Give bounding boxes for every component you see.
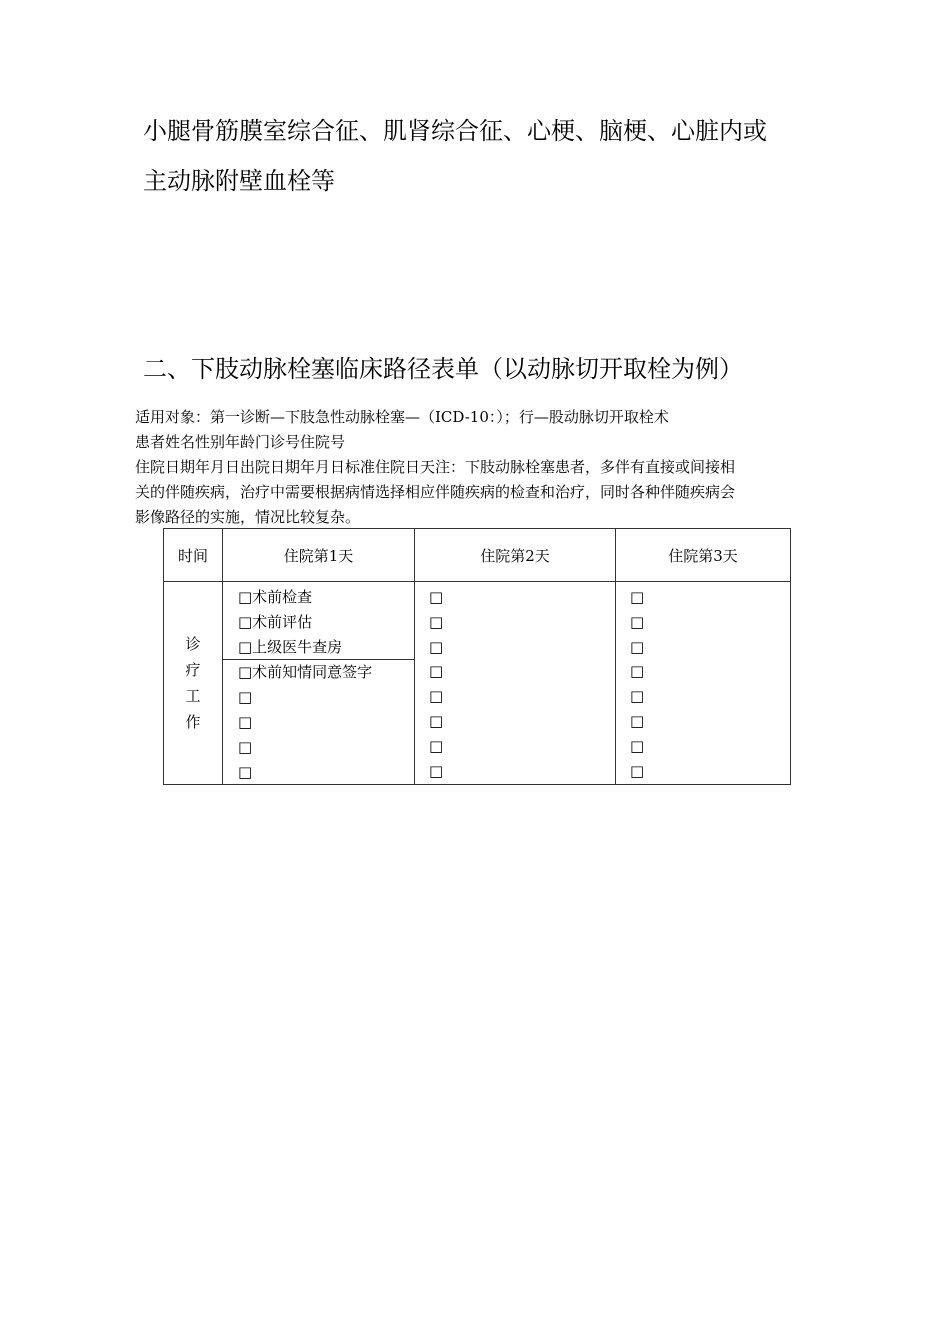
- meta-note-cont-2: 影像路径的实施，情况比较复杂。: [135, 508, 361, 526]
- checkbox-item[interactable]: □术前知情同意签字: [238, 663, 373, 682]
- checkbox-item[interactable]: □: [630, 761, 645, 780]
- intro-line-2: 主动脉附壁血栓等: [143, 167, 335, 195]
- checkbox-item[interactable]: □: [630, 711, 645, 730]
- header-day-2: 住院第2天: [415, 529, 616, 582]
- checkbox-item[interactable]: □: [630, 588, 645, 606]
- checkbox-item[interactable]: □: [429, 736, 444, 755]
- checkbox-item[interactable]: □: [429, 711, 444, 730]
- header-day-1: 住院第1天: [223, 529, 415, 582]
- checkbox-item[interactable]: □: [429, 588, 444, 606]
- checkbox-item[interactable]: □: [238, 712, 253, 731]
- checkbox-item[interactable]: □: [429, 687, 444, 706]
- row-label-char: 疗: [185, 661, 201, 680]
- checkbox-item[interactable]: □: [238, 762, 253, 781]
- row-label-char: 诊: [185, 635, 201, 654]
- row-label-diagnosis-work: [164, 582, 223, 785]
- clinical-path-table: [163, 528, 791, 785]
- checkbox-item[interactable]: □: [429, 637, 444, 656]
- checkbox-item[interactable]: □: [630, 736, 645, 755]
- checkbox-item[interactable]: □: [630, 637, 645, 656]
- checkbox-item[interactable]: □术前评估: [238, 612, 313, 631]
- form-meta: [135, 405, 835, 530]
- checkbox-item[interactable]: □: [429, 612, 444, 631]
- row-label-char: 作: [185, 713, 201, 732]
- checkbox-item[interactable]: □: [238, 737, 253, 756]
- checkbox-item[interactable]: □上级医牛查房: [238, 637, 343, 656]
- checkbox-item[interactable]: □: [630, 612, 645, 631]
- checkbox-item[interactable]: □: [429, 662, 444, 681]
- checkbox-item[interactable]: □: [630, 662, 645, 681]
- checkbox-item[interactable]: □: [238, 688, 253, 707]
- day-2-cell: [415, 582, 616, 785]
- header-day-3: 住院第3天: [616, 529, 791, 582]
- checkbox-item[interactable]: □: [630, 687, 645, 706]
- meta-patient-info: 患者姓名性别年龄门诊号住院号: [135, 433, 346, 451]
- meta-applicable-object: 适用对象：第一诊断—下肢急性动脉栓塞—（ICD-10：）；行—股动脉切开取栓术: [135, 408, 669, 426]
- checkbox-item[interactable]: □术前检查: [238, 588, 313, 606]
- intro-line-1: 小腿骨筋膜室综合征、肌肾综合征、心梗、脑梗、心脏内或: [143, 117, 767, 145]
- day-3-cell: [616, 582, 791, 785]
- row-label-char: 工: [185, 687, 201, 706]
- meta-dates-note: 住院日期年月日出院日期年月日标准住院日天注：下肢动脉栓塞患者，多伴有直接或间接相: [135, 458, 736, 476]
- checkbox-item[interactable]: □: [429, 761, 444, 780]
- meta-note-cont-1: 关的伴随疾病，治疗中需要根据病情选择相应伴随疾病的检查和治疗，同时各种伴随疾病会: [135, 483, 736, 501]
- header-time: 时间: [164, 529, 223, 582]
- table-row: [164, 582, 791, 785]
- table-header-row: [164, 529, 791, 582]
- section-title: 二、下肢动脉栓塞临床路径表单（以动脉切开取栓为例）: [143, 355, 743, 383]
- day-1-cell: [223, 582, 415, 785]
- intro-paragraph: [143, 106, 843, 206]
